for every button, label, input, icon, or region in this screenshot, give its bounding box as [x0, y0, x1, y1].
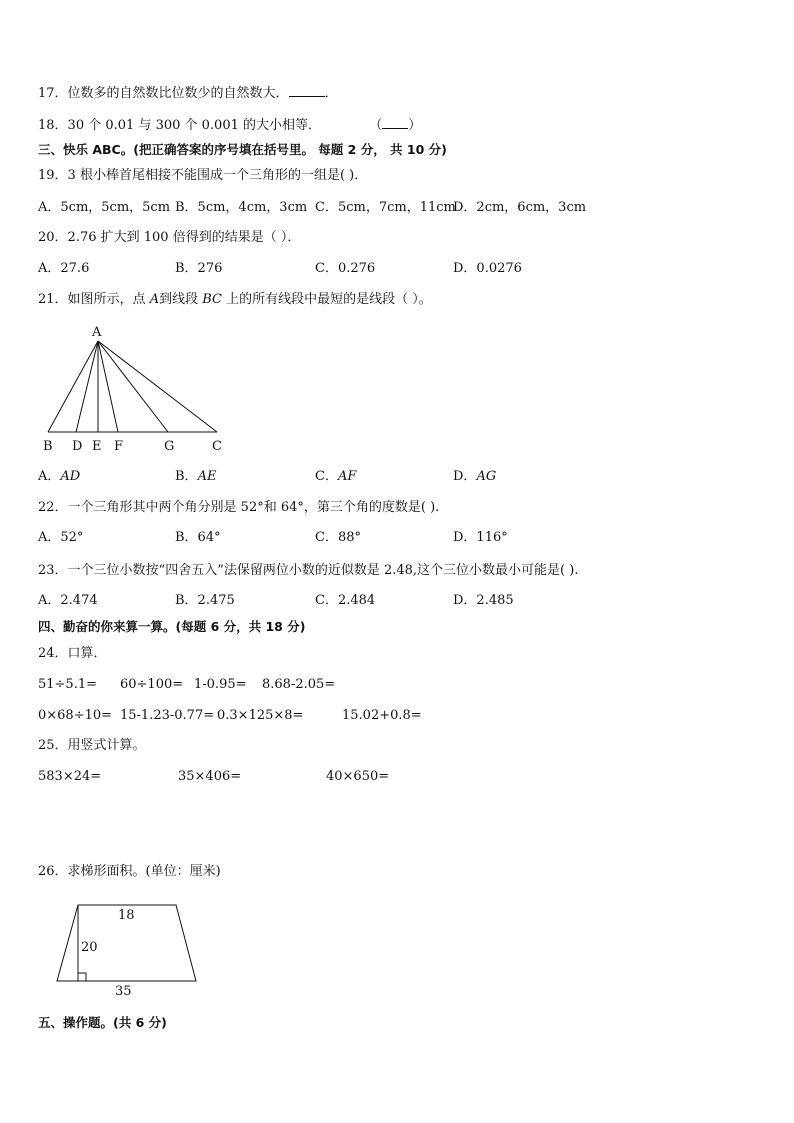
- q20-option-b[interactable]: B．276: [175, 261, 223, 276]
- label-e: E: [92, 439, 102, 454]
- q23-option-b[interactable]: B．2.475: [175, 593, 235, 608]
- q22-option-b[interactable]: B．64°: [175, 530, 221, 545]
- q24-calc-8[interactable]: 15.02+0.8=: [342, 708, 422, 723]
- label-c: C: [212, 439, 222, 454]
- q19-option-d[interactable]: D．2cm，6cm，3cm: [453, 200, 587, 215]
- q23-option-d[interactable]: D．2.485: [453, 593, 514, 608]
- question-17: 17．位数多的自然数比位数少的自然数大． ．: [38, 86, 338, 101]
- q24-calc-7[interactable]: 0.3×125×8=: [217, 708, 304, 723]
- q25-calc-1[interactable]: 583×24=: [38, 769, 102, 784]
- question-23: 23．一个三位小数按“四舍五入”法保留两位小数的近似数是 2.48,这个三位小数最小可能是( ).: [38, 563, 579, 578]
- q24-calc-5[interactable]: 0×68÷10=: [38, 708, 113, 723]
- q19-option-b[interactable]: B．5cm，4cm，3cm: [175, 200, 308, 215]
- trapezoid-figure: [50, 900, 205, 1000]
- q21-option-d[interactable]: D．AG: [453, 469, 497, 484]
- segment-ad: [76, 341, 98, 432]
- q22-option-d[interactable]: D．116°: [453, 530, 508, 545]
- label-f: F: [114, 439, 124, 454]
- question-22: 22．一个三角形其中两个角分别是 52°和 64°，第三个角的度数是( ).: [38, 500, 440, 515]
- q21-option-a[interactable]: A．AD: [38, 469, 81, 484]
- q19-option-c[interactable]: C．5cm，7cm，11cm: [315, 200, 456, 215]
- answer-blank[interactable]: [382, 116, 408, 129]
- triangle-figure: [36, 320, 236, 455]
- question-25: 25．用竖式计算。: [38, 738, 146, 753]
- q24-calc-2[interactable]: 60÷100=: [120, 677, 184, 692]
- q20-option-c[interactable]: C．0.276: [315, 261, 376, 276]
- bottom-base-label: 35: [115, 984, 132, 999]
- height-label: 20: [81, 940, 98, 955]
- q24-calc-4[interactable]: 8.68-2.05=: [262, 677, 336, 692]
- segment-ab: [48, 341, 98, 432]
- q24-calc-6[interactable]: 15-1.23-0.77=: [120, 708, 215, 723]
- label-b: B: [43, 439, 53, 454]
- label-a: A: [92, 325, 102, 340]
- question-18: 18．30 个 0.01 与 300 个 0.001 的大小相等． （ ）: [38, 118, 422, 133]
- q21-option-c[interactable]: C．AF: [315, 469, 357, 484]
- q21-option-b[interactable]: B．AE: [175, 469, 217, 484]
- q19-option-a[interactable]: A．5cm，5cm，5cm: [38, 200, 171, 215]
- answer-blank[interactable]: [289, 84, 325, 97]
- q23-option-c[interactable]: C．2.484: [315, 593, 376, 608]
- q22-option-c[interactable]: C．88°: [315, 530, 361, 545]
- top-base-label: 18: [118, 908, 135, 923]
- question-20: 20．2.76 扩大到 100 倍得到的结果是（ ）．: [38, 230, 301, 245]
- label-g: G: [164, 439, 175, 454]
- q20-option-d[interactable]: D．0.0276: [453, 261, 522, 276]
- q23-option-a[interactable]: A．2.474: [38, 593, 98, 608]
- section-3-title: 三、快乐 ABC。(把正确答案的序号填在括号里。 每题 2 分， 共 10 分): [38, 142, 447, 157]
- question-26: 26．求梯形面积。(单位：厘米): [38, 864, 221, 879]
- q22-option-a[interactable]: A．52°: [38, 530, 84, 545]
- q20-option-a[interactable]: A．27.6: [38, 261, 90, 276]
- question-24: 24．口算．: [38, 646, 107, 661]
- section-5-title: 五、操作题。(共 6 分): [38, 1015, 167, 1030]
- question-19: 19．3 根小棒首尾相接不能围成一个三角形的一组是( )．: [38, 168, 368, 183]
- right-angle-mark: [78, 973, 86, 981]
- q25-calc-3[interactable]: 40×650=: [326, 769, 390, 784]
- section-4-title: 四、勤奋的你来算一算。(每题 6 分，共 18 分): [38, 619, 306, 634]
- label-d: D: [72, 439, 83, 454]
- question-21: 21．如图所示，点 A到线段 BC 上的所有线段中最短的是线段（ ）。: [38, 292, 432, 307]
- q24-calc-1[interactable]: 51÷5.1=: [38, 677, 98, 692]
- q24-calc-3[interactable]: 1-0.95=: [194, 677, 247, 692]
- q25-calc-2[interactable]: 35×406=: [178, 769, 242, 784]
